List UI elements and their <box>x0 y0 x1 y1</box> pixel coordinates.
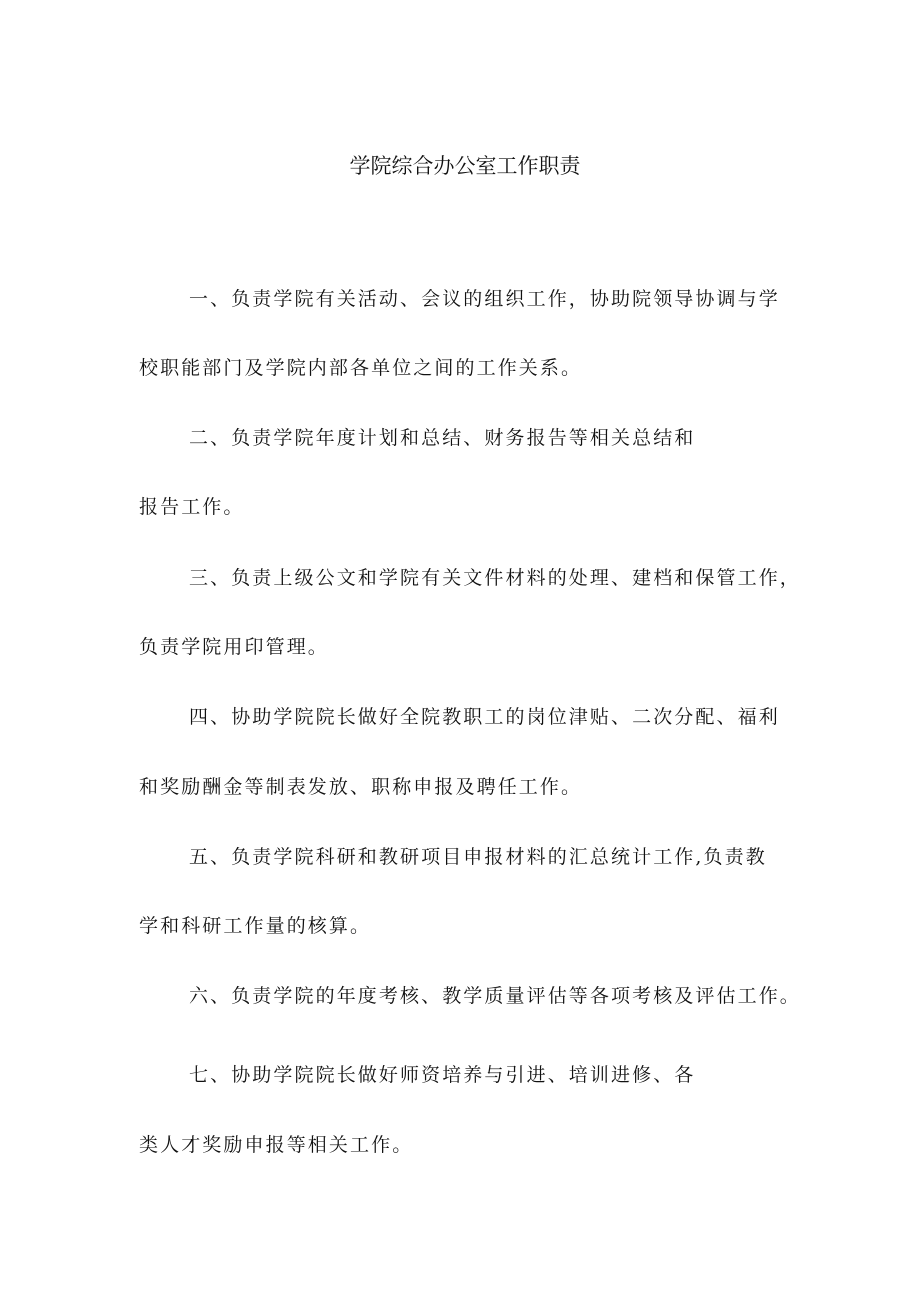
paragraph-3-line-1: 三、负责上级公文和学院有关文件材料的处理、建档和保管工作， <box>189 567 801 589</box>
paragraph-6-line-1: 六、负责学院的年度考核、教学质量评估等各项考核及评估工作。 <box>189 985 801 1007</box>
paragraph-7-line-1: 七、协助学院院长做好师资培养与引进、培训进修、各 <box>189 1064 696 1086</box>
paragraph-7-line-2: 类人才奖励申报等相关工作。 <box>139 1134 414 1156</box>
paragraph-1-line-1: 一、负责学院有关活动、会议的组织工作，协助院领导协调与学 <box>189 288 780 310</box>
paragraph-5-line-2: 学和科研工作量的核算。 <box>139 915 372 937</box>
paragraph-2-line-2: 报告工作。 <box>139 496 245 518</box>
paragraph-4-line-2: 和奖励酬金等制表发放、职称申报及聘任工作。 <box>139 776 583 798</box>
paragraph-3-line-2: 负责学院用印管理。 <box>139 636 329 658</box>
paragraph-4-line-1: 四、协助学院院长做好全院教职工的岗位津贴、二次分配、福利 <box>189 706 780 728</box>
paragraph-5-line-1: 五、负责学院科研和教研项目申报材料的汇总统计工作,负责教 <box>189 846 767 868</box>
paragraph-1-line-2: 校职能部门及学院内部各单位之间的工作关系。 <box>139 357 583 379</box>
paragraph-2-line-1: 二、负责学院年度计划和总结、财务报告等相关总结和 <box>189 427 696 449</box>
document-title: 学院综合办公室工作职责 <box>349 154 581 178</box>
